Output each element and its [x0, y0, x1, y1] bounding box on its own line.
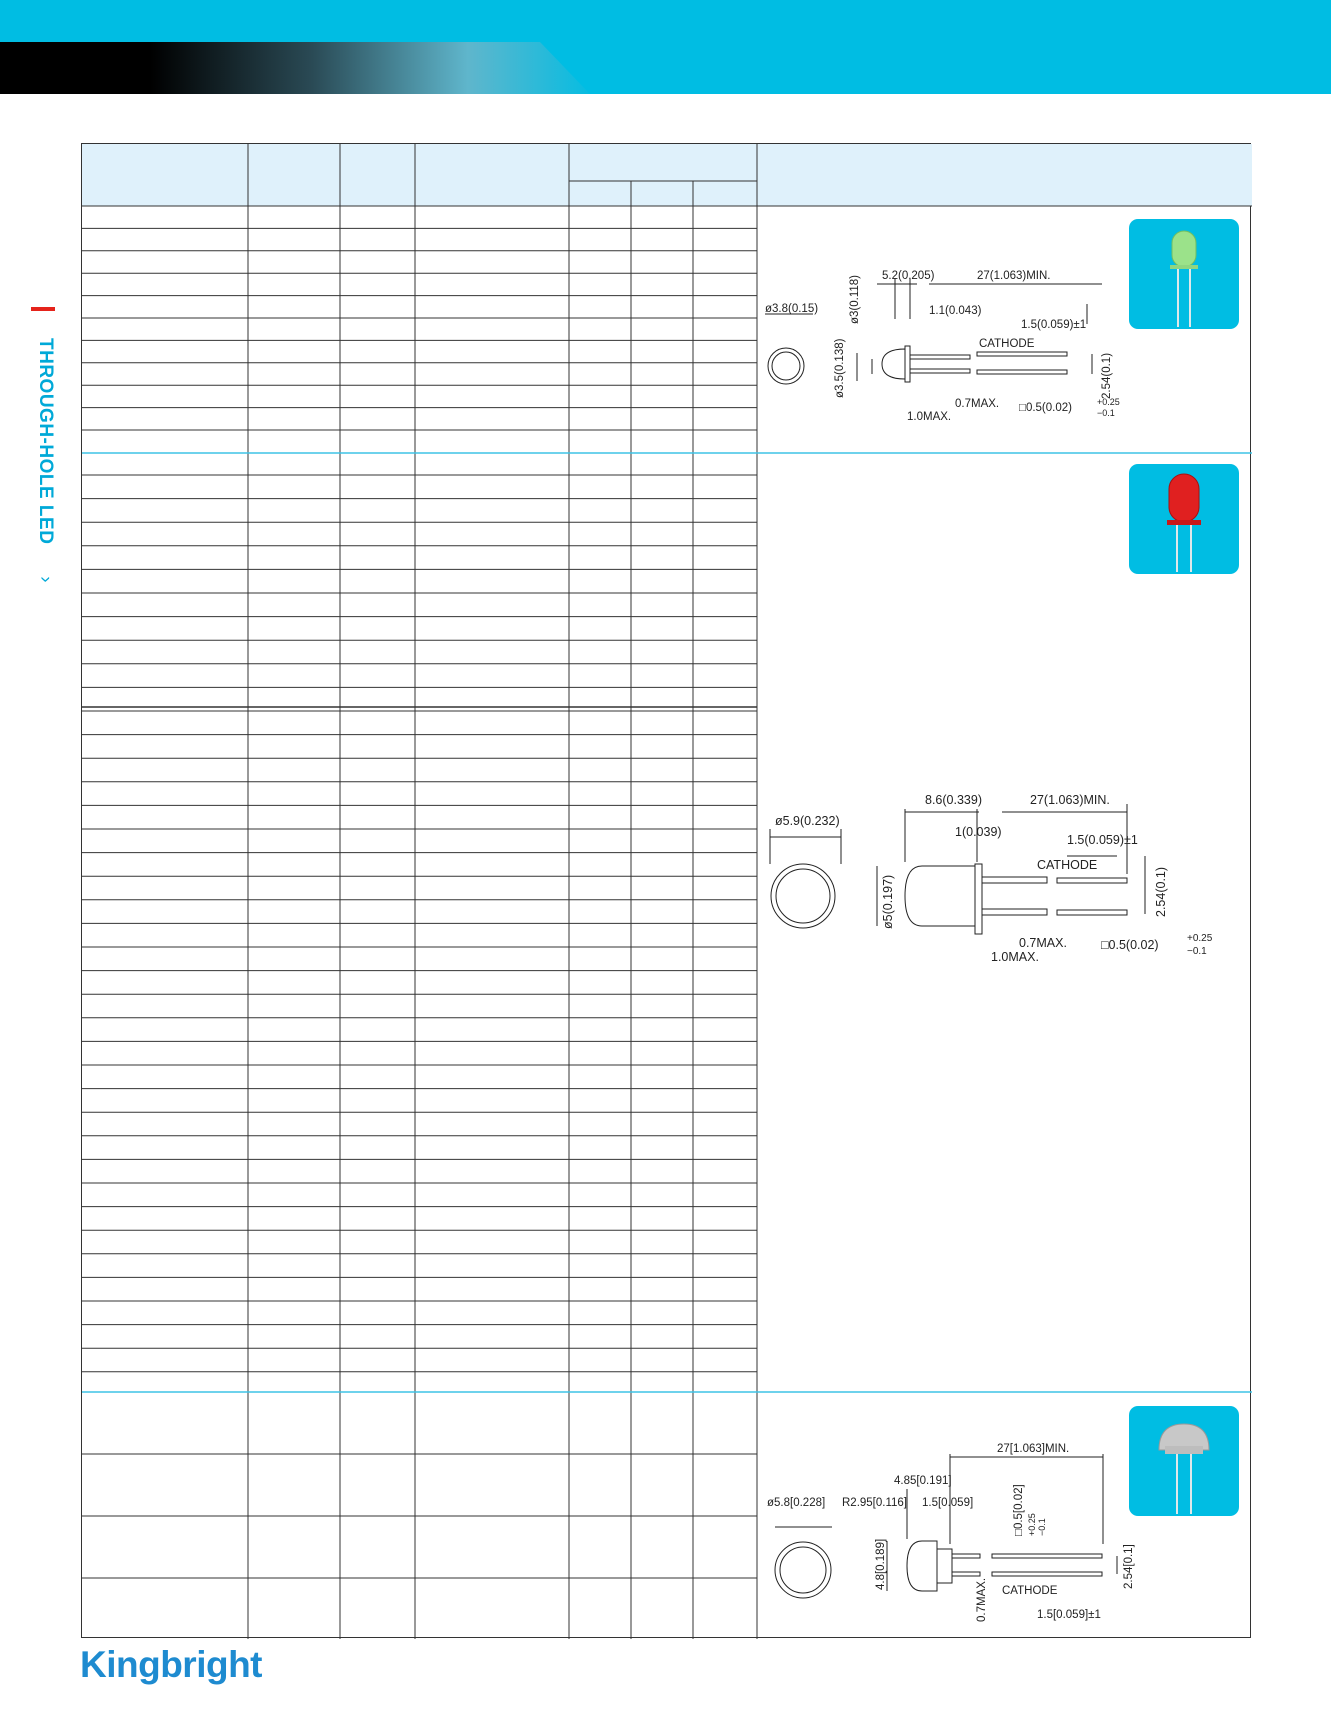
header-row-fill: [82, 144, 1252, 206]
dims-dia-outer: ø5.8[0.228]: [767, 1497, 826, 1509]
drawing-3mm-labels: [765, 270, 1120, 423]
side-tick: [31, 307, 55, 311]
dim-max-10: 1.0MAX.: [907, 411, 952, 423]
dim-body-dia: ø3.5(0.138): [834, 338, 846, 398]
tol-minus: −0.1: [1097, 408, 1115, 418]
spec-table: [81, 143, 1251, 1638]
tols-minus: −0.1: [1037, 1518, 1047, 1536]
lens5-top-view-outer: [771, 864, 835, 928]
dim5-pitch: 2.54(0.1): [1154, 866, 1168, 917]
dim5-dia-outer: ø5.9(0.232): [775, 814, 840, 828]
cathodes-label: CATHODE: [1002, 1585, 1058, 1597]
cathode-label: CATHODE: [979, 338, 1035, 350]
dim-flange: 1.1(0.043): [929, 305, 982, 317]
table-grid: [82, 144, 1252, 1639]
dim-square-lead: □0.5(0.02): [1019, 402, 1072, 414]
white-straw-led-photo: [1129, 1406, 1239, 1516]
dims-square-lead: □0.5[0.02]: [1013, 1484, 1025, 1536]
dims-radius: R2.95[0.116]: [842, 1497, 908, 1509]
tol5-plus: +0.25: [1187, 933, 1213, 944]
dims-pitch: 2.54[0.1]: [1123, 1544, 1135, 1589]
chevron-right-icon: ›: [35, 576, 56, 584]
dim5-square-lead: □0.5(0.02): [1101, 938, 1159, 952]
dims-max-07: 0.7MAX.: [976, 1577, 988, 1622]
dim-dia-outer: ø3.8(0.15): [765, 303, 819, 315]
dim5-lead-length: 27(1.063)MIN.: [1030, 793, 1110, 807]
tols-plus: +0.25: [1027, 1513, 1037, 1536]
dim-lead-gap: 1.5(0.059)±1: [1021, 319, 1087, 331]
dim-body-length: 5.2(0.205): [882, 270, 935, 282]
dim-lead-length: 27(1.063)MIN.: [977, 270, 1051, 282]
drawing-5mm-labels: [775, 793, 1213, 964]
dims-flange: 1.5[0.059]: [922, 1497, 974, 1509]
dims-lead-gap: 1.5[0.059]±1: [1037, 1609, 1101, 1621]
dim5-flange: 1(0.039): [955, 825, 1002, 839]
green-led-photo: [1129, 219, 1239, 329]
dim5-body-dia: ø5(0.197): [881, 874, 895, 929]
dim5-body-length: 8.6(0.339): [925, 793, 982, 807]
dim5-max-07: 0.7MAX.: [1019, 936, 1067, 950]
straw-top-view-outer: [775, 1542, 831, 1598]
row-lines: [82, 181, 757, 1578]
dim-lens-dia: ø3(0.118): [849, 274, 861, 324]
dim5-max-10: 1.0MAX.: [991, 950, 1039, 964]
drawing-straw-labels: [767, 1443, 1135, 1622]
section-label: [34, 338, 56, 583]
tol5-minus: −0.1: [1187, 946, 1207, 957]
tol-plus: +0.25: [1097, 397, 1120, 407]
header-black-bar: [0, 42, 600, 94]
red-led-photo: [1129, 464, 1239, 574]
cathode5-label: CATHODE: [1037, 858, 1098, 872]
dim-pitch: 2.54(0.1): [1101, 352, 1113, 399]
section-label-text: THROUGH-HOLE LED: [35, 338, 56, 545]
brand-logo: Kingbright: [80, 1644, 263, 1685]
drawing-3mm-led: [765, 278, 1102, 384]
column-lines: [248, 144, 757, 1639]
dims-lead-length: 27[1.063]MIN.: [997, 1443, 1070, 1455]
dim5-lead-gap: 1.5(0.059)±1: [1067, 833, 1138, 847]
lens-top-view-outer: [768, 348, 804, 384]
dim-max-07: 0.7MAX.: [955, 398, 1000, 410]
dims-height: 4.8[0.189]: [875, 1538, 887, 1590]
dims-body-length: 4.85[0.191]: [894, 1475, 952, 1487]
